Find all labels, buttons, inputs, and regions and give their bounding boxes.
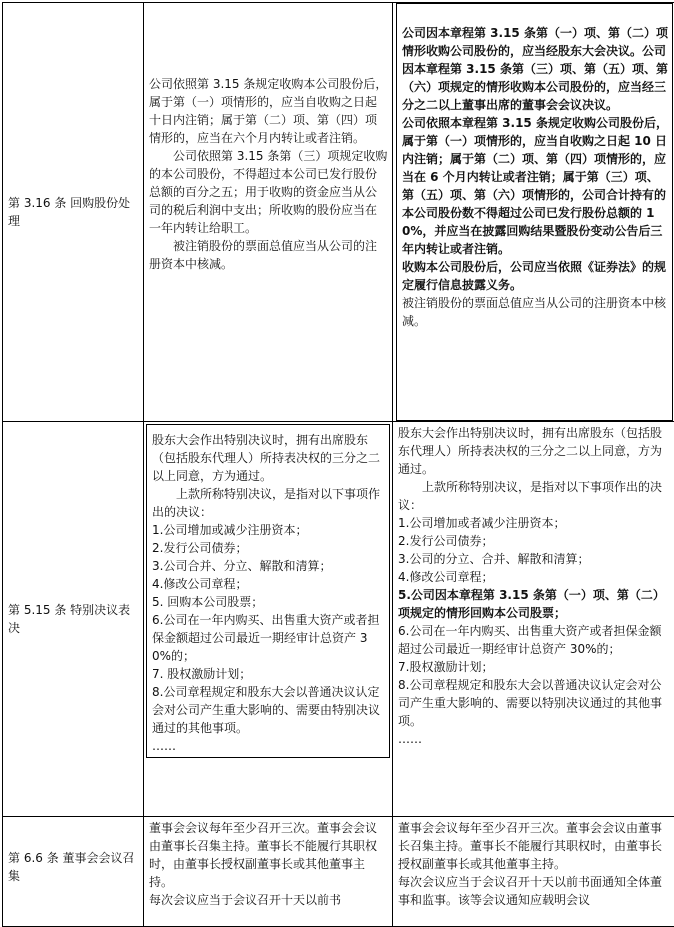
old-ellipsis: ……	[152, 737, 385, 755]
new-paragraph: 董事会会议每年至少召开三次。董事会会议由董事长召集主持。董事长不能履行其职权时，由董事长授权副董事长或其他董事主持。	[398, 819, 671, 873]
new-paragraph: 公司因本章程第 3.15 条第（一）项、第（二）项情形收购公司股份的，应当经股东大会决议。公司因本章程第 3.15 条第（三）项、第（五）项、第（六）项规定的情形收购本公司股份的，应当经三分之二以上董事出席的董事会会议决议。	[402, 24, 668, 114]
article-cell	[3, 422, 144, 817]
old-list-item: 5. 回购本公司股票；	[152, 593, 385, 611]
new-list-item: 5.公司因本章程第 3.15 条第（一）项、第（二）项规定的情形回购本公司股票；	[398, 586, 671, 622]
old-list-item: 7. 股权激励计划；	[152, 665, 385, 683]
new-paragraph: 股东大会作出特别决议时，拥有出席股东（包括股东代理人）所持表决权的三分之二以上同意，方为通过。	[398, 424, 671, 478]
old-list-item: 4.修改公司章程；	[152, 575, 385, 593]
new-paragraph: 被注销股份的票面总值应当从公司的注册资本中核减。	[402, 294, 668, 330]
new-list-item: 6.公司在一年内购买、出售重大资产或者担保金额超过公司最近一期经审计总资产 30%的；	[398, 622, 671, 658]
table-row	[3, 422, 674, 817]
new-text-cell	[393, 3, 674, 422]
new-paragraph: 上款所称特别决议，是指对以下事项作出的决议：	[398, 478, 671, 514]
comparison-table	[2, 2, 674, 927]
old-paragraph: 股东大会作出特别决议时，拥有出席股东（包括股东代理人）所持表决权的三分之二以上同意，方为通过。	[152, 431, 385, 485]
new-list-item: 8.公司章程规定和股东大会以普通决议认定会对公司产生重大影响的、需要以特别决议通过的其他事项。	[398, 676, 671, 730]
article-title: 第 3.16 条 回购股份处理	[8, 194, 139, 230]
table-row	[3, 3, 674, 422]
new-list-item: 7.股权激励计划；	[398, 658, 671, 676]
article-title: 第 5.15 条 特别决议表决	[8, 601, 139, 637]
new-paragraph: 公司依照本章程第 3.15 条规定收购公司股份后，属于第（一）项情形的，应当自收购之日起 10 日内注销；属于第（二）项、第（四）项情形的，应当在 6 个月内转让或者注销；属于第（三）项、第（五）项、第（六）项情形的，公司合计持有的本公司股份数不得超过公司已发行股份总额的 10%，并应当在披露回购结果暨股份变动公告后三年内转让或者注销。	[402, 114, 668, 258]
new-ellipsis: ……	[398, 730, 671, 748]
new-paragraph: 每次会议应当于会议召开十天以前书面通知全体董事和监事。该等会议通知应载明会议	[398, 873, 671, 909]
article-cell	[3, 817, 144, 927]
old-list-item: 8.公司章程规定和股东大会以普通决议认定会对公司产生重大影响的、需要由特别决议通过的其他事项。	[152, 683, 385, 737]
old-list-item: 6.公司在一年内购买、出售重大资产或者担保金额超过公司最近一期经审计总资产 30%的；	[152, 611, 385, 665]
new-text-cell	[393, 422, 674, 817]
article-cell	[3, 3, 144, 422]
old-paragraph: 董事会会议每年至少召开三次。董事会会议由董事长召集主持。董事长不能履行其职权时，由董事长授权副董事长或其他董事主持。	[149, 819, 388, 891]
old-text-cell	[144, 422, 393, 817]
new-list-item: 3.公司的分立、合并、解散和清算；	[398, 550, 671, 568]
old-text-cell	[144, 3, 393, 422]
table-row	[3, 817, 674, 927]
old-paragraph: 被注销股份的票面总值应当从公司的注册资本中核减。	[149, 237, 388, 273]
new-list-item: 4.修改公司章程；	[398, 568, 671, 586]
old-text-cell	[144, 817, 393, 927]
new-list-item: 2.发行公司债券；	[398, 532, 671, 550]
old-list-item: 1.公司增加或减少注册资本；	[152, 521, 385, 539]
old-paragraph: 每次会议应当于会议召开十天以前书	[149, 891, 388, 909]
new-text-cell	[393, 817, 674, 927]
new-paragraph: 收购本公司股份后，公司应当依照《证券法》的规定履行信息披露义务。	[402, 258, 668, 294]
old-list-item: 2.发行公司债券；	[152, 539, 385, 557]
old-paragraph: 公司依照第 3.15 条第（三）项规定收购的本公司股份，不得超过本公司已发行股份总额的百分之五；用于收购的资金应当从公司的税后利润中支出；所收购的股份应当在一年内转让给职工。	[149, 147, 388, 237]
old-list-item: 3.公司合并、分立、解散和清算；	[152, 557, 385, 575]
old-paragraph: 公司依照第 3.15 条规定收购本公司股份后，属于第（一）项情形的，应当自收购之日起十日内注销；属于第（二）项、第（四）项情形的，应当在六个月内转让或者注销。	[149, 75, 388, 147]
old-paragraph: 上款所称特别决议，是指对以下事项作出的决议：	[152, 485, 385, 521]
new-list-item: 1.公司增加或者减少注册资本；	[398, 514, 671, 532]
article-title: 第 6.6 条 董事会会议召集	[8, 849, 139, 885]
